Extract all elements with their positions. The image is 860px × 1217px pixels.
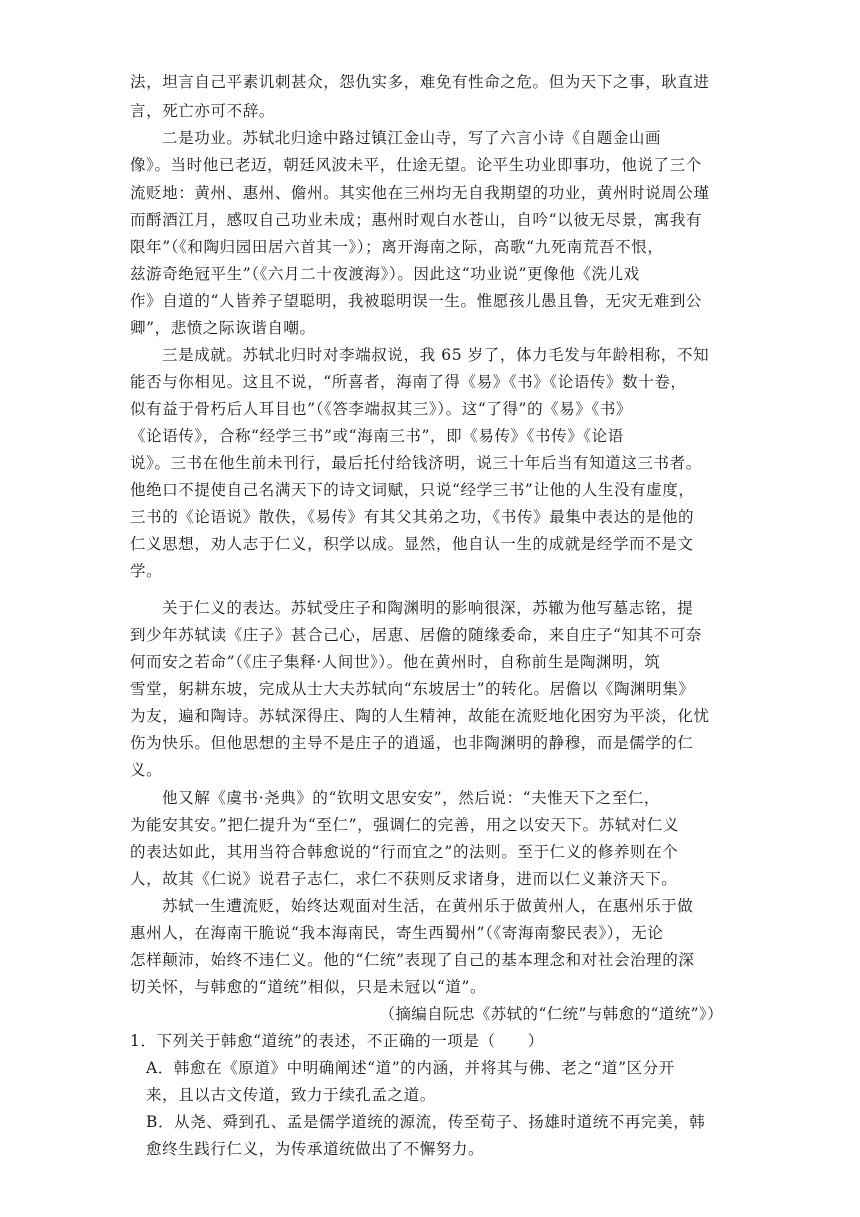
body-text-line: 三是成就。苏轼北归时对李端叔说，我 65 岁了，体力毛发与年龄相称，不知 bbox=[162, 346, 710, 364]
body-text-line: 言，死亡亦可不辞。 bbox=[130, 102, 275, 120]
body-text-line: 作》自道的“人皆养子望聪明，我被聪明误一生。惟愿孩儿愚且鲁，无灾无难到公 bbox=[130, 292, 703, 310]
option-a-line: A．韩愈在《原道》中明确阐述“道”的内涵，并将其与佛、老之“道”区分开 bbox=[146, 1059, 675, 1077]
body-text-line: 能否与你相见。这且不说，“所喜者，海南了得《易》《书》《论语传》数十卷， bbox=[130, 373, 687, 391]
body-text-line: 为能安其安。”把仁提升为“至仁”，强调仁的完善，用之以安天下。苏轼对仁义 bbox=[130, 816, 680, 834]
body-text-line: 何而安之若命”（《庄子集释·人间世》）。他在黄州时，自称前生是陶渊明，筑 bbox=[130, 653, 661, 671]
body-text-line: 流贬地：黄州、惠州、儋州。其实他在三州均无自我期望的功业，黄州时说周公瑾 bbox=[130, 184, 710, 202]
body-text-line: 怎样颠沛，始终不违仁义。他的“仁统”表现了自己的基本理念和对社会治理的深 bbox=[130, 951, 695, 969]
option-a-line: 来，且以古文传道，致力于续孔孟之道。 bbox=[146, 1086, 436, 1104]
source-attribution: （摘编自阮忠《苏轼的“仁统”与韩愈的“道统”》） bbox=[379, 1005, 723, 1023]
option-b-line: 愈终生践行仁义，为传承道统做出了不懈努力。 bbox=[146, 1140, 485, 1158]
body-text-line: 仁义思想，劝人志于仁义，积学以成。显然，他自认一生的成就是经学而不是文 bbox=[130, 535, 694, 553]
body-text-line: 二是功业。苏轼北归途中路过镇江金山寺，写了六言小诗《自题金山画 bbox=[162, 129, 662, 147]
body-text-line: 伤为快乐。但他思想的主导不是庄子的逍遥，也非陶渊明的静穆，而是儒学的仁 bbox=[130, 734, 694, 752]
body-text-line: 义。 bbox=[130, 761, 163, 779]
body-text-line: 限年”（《和陶归园田居六首其一》）；离开海南之际，高歌“九死南荒吾不恨， bbox=[130, 238, 664, 256]
body-text-line: 关于仁义的表达。苏轼受庄子和陶渊明的影响很深，苏辙为他写墓志铭，提 bbox=[162, 599, 694, 617]
option-b-line: B．从尧、舜到孔、孟是儒学道统的源流，传至荀子、扬雄时道统不再完美，韩 bbox=[146, 1113, 706, 1131]
body-text-line: 他又解《虞书·尧典》的“钦明文思安安”，然后说：“夫惟天下之至仁， bbox=[162, 789, 661, 807]
body-text-line: 到少年苏轼读《庄子》甚合己心，居恵、居儋的随缘委命，来自庄子“知其不可奈 bbox=[130, 626, 703, 644]
body-text-line: 他绝口不提使自己名满天下的诗文词赋，只说“经学三书”让他的人生没有虚度， bbox=[130, 481, 695, 499]
body-text-line: 为友，遍和陶诗。苏轼深得庄、陶的人生精神，故能在流贬地化困穷为平淡，化忧 bbox=[130, 707, 710, 725]
body-text-line: 像》。当时他已老迈，朝廷风波未平，仕途无望。论平生功业即事功，他说了三个 bbox=[130, 156, 702, 174]
body-text-line: 惠州人，在海南干脆说“我本海南民，寄生西蜀州”（《寄海南黎民表》），无论 bbox=[130, 924, 664, 942]
body-text-line: 卿”，悲愤之际诙谐自嘲。 bbox=[130, 319, 316, 337]
body-text-line: 法，坦言自己平素讥刺甚众，怨仇实多，难免有性命之危。但为天下之事，耿直进 bbox=[130, 73, 710, 91]
body-text-line: 人，故其《仁说》说君子志仁，求仁不获则反求诸身，进而以仁义兼济天下。 bbox=[130, 870, 678, 888]
body-text-line: 《论语传》，合称“经学三书”或“海南三书”，即《易传》《书传》《论语 bbox=[130, 427, 624, 445]
body-text-line: 三书的《论语说》散佚，《易传》有其父其弟之功，《书传》最集中表达的是他的 bbox=[130, 508, 695, 526]
body-text-line: 苏轼一生遭流贬，始终达观面对生活，在黄州乐于做黄州人，在惠州乐于做 bbox=[162, 897, 694, 915]
body-text-line: 雪堂，躬耕东坡，完成从士大夫苏轼向“东坡居士”的转化。居儋以《陶渊明集》 bbox=[130, 680, 695, 698]
body-text-line: 说》。三书在他生前未刊行，最后托付给钱济明，说三十年后当有知道这三书者。 bbox=[130, 454, 702, 472]
body-text-line: 切关怀，与韩愈的“道统”相似，只是未冠以“道”。 bbox=[130, 978, 487, 996]
body-text-line: 的表达如此，其用当符合韩愈说的“行而宜之”的法则。至于仁义的修养则在个 bbox=[130, 843, 679, 861]
body-text-line: 似有益于骨朽后人耳目也”（《答李端叔其三》）。这“了得”的《易》《书》 bbox=[130, 400, 633, 418]
body-text-line: 学。 bbox=[130, 562, 163, 580]
body-text-line: 兹游奇绝冠平生”（《六月二十夜渡海》）。因此这“功业说”更像他《洗儿戏 bbox=[130, 265, 640, 283]
question-stem: 1．下列关于韩愈“道统”的表述，不正确的一项是（ ） bbox=[130, 1032, 544, 1050]
body-text-line: 而酹酒江月，感叹自己功业未成；惠州时观白水苍山，自吟“以彼无尽景，寓我有 bbox=[130, 211, 703, 229]
